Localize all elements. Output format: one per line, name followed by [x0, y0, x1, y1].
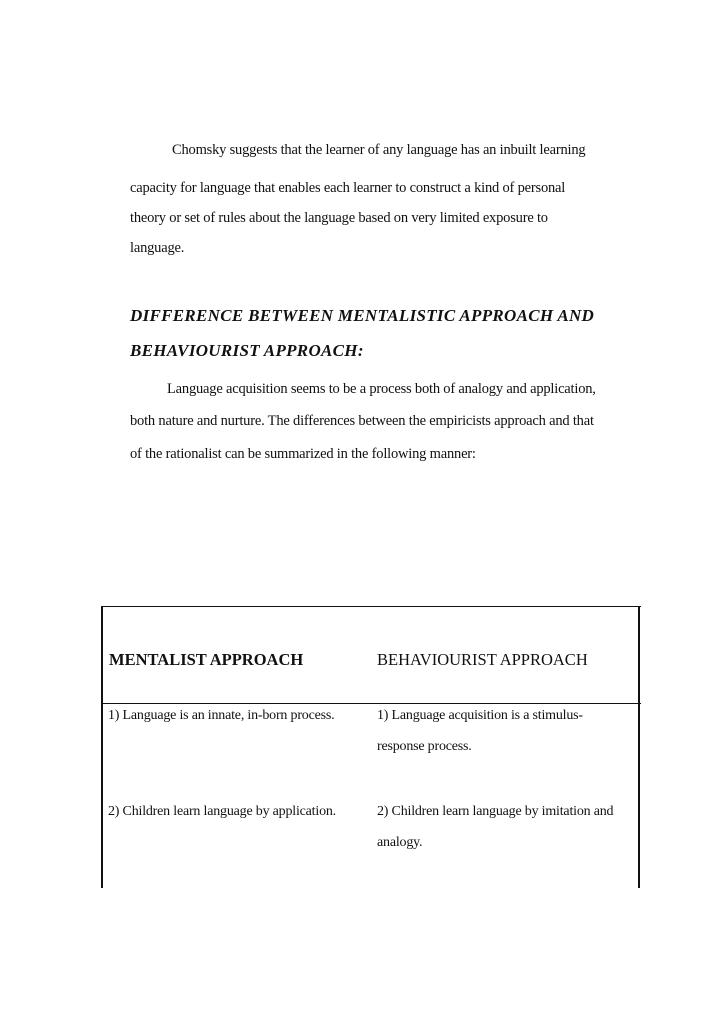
table-header-divider — [101, 703, 641, 704]
header-behaviourist: BEHAVIOURIST APPROACH — [377, 650, 588, 669]
paragraph-line: of the rationalist can be summarized in the following manner: — [130, 446, 476, 462]
paragraph-line: theory or set of rules about the language based on very limited exposure to — [130, 210, 548, 226]
behaviourist-cell-line: 1) Language acquisition is a stimulus- — [377, 708, 583, 723]
table-right-border — [638, 606, 640, 888]
paragraph-line: Language acquisition seems to be a process both of analogy and application, — [167, 381, 596, 397]
header-mentalist: MENTALIST APPROACH — [109, 650, 304, 669]
mentalist-cell: 2) Children learn language by application. — [108, 804, 336, 819]
behaviourist-cell-line: analogy. — [377, 835, 423, 850]
behaviourist-cell-line: 2) Children learn language by imitation and — [377, 804, 614, 819]
paragraph-line: language. — [130, 240, 185, 256]
behaviourist-cell-line: response process. — [377, 739, 472, 754]
paragraph-line: Chomsky suggests that the learner of any language has an inbuilt learning — [172, 142, 586, 158]
paragraph-line: capacity for language that enables each learner to construct a kind of personal — [130, 180, 566, 196]
heading-line: DIFFERENCE BETWEEN MENTALISTIC APPROACH AND — [130, 306, 595, 325]
table-left-border — [101, 606, 103, 888]
mentalist-cell: 1) Language is an innate, in-born process. — [108, 708, 335, 723]
paragraph-line: both nature and nurture. The differences between the empiricists approach and that — [130, 413, 594, 429]
table-top-border — [101, 606, 641, 607]
heading-line: BEHAVIOURIST APPROACH: — [130, 341, 364, 360]
